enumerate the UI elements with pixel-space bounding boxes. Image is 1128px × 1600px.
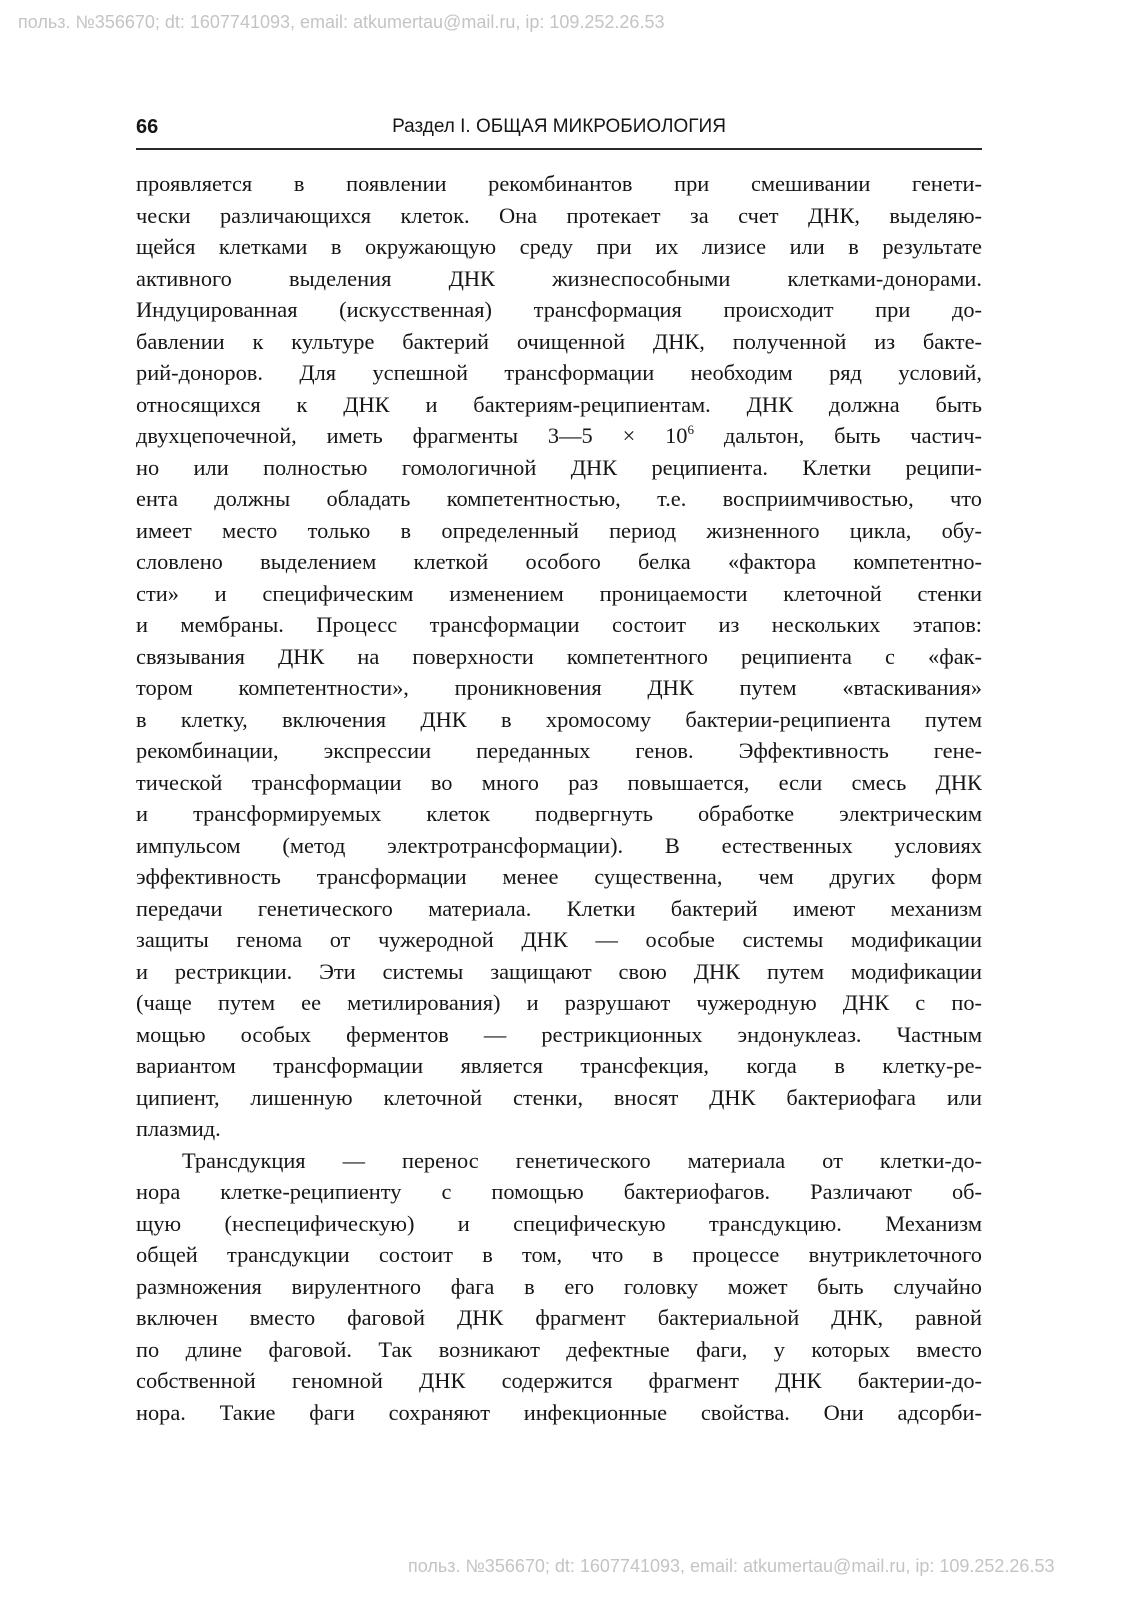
- text-line: вариантом трансформации является трансфекция, когда в клетку-ре-: [136, 1053, 982, 1078]
- text-line: размножения вирулентного фага в его головку может быть случайно: [136, 1273, 982, 1299]
- text-line: нора клетке-реципиенту с помощью бактериофагов. Различают об-: [136, 1179, 982, 1204]
- text-line: щую (неспецифическую) и специфическую трансдукцию. Механизм: [136, 1210, 982, 1236]
- text-line: словлено выделением клеткой особого белка «фактора компетентно-: [136, 549, 982, 574]
- text-line: проявляется в появлении рекомбинантов при смешивании генети-: [136, 171, 982, 196]
- text-line: в клетку, включения ДНК в хромосому бактерии-реципиента путем: [136, 706, 982, 732]
- text-line: ента должны обладать компетентностью, т.е. восприимчивостью, что: [136, 486, 982, 511]
- text-line: рий-доноров. Для успешной трансформации необходим ряд условий,: [136, 360, 982, 385]
- text-line: тором компетентности», проникновения ДНК путем «втаскивания»: [136, 675, 982, 700]
- text-line: и мембраны. Процесс трансформации состоит из нескольких этапов:: [136, 612, 982, 637]
- page-header: [136, 110, 982, 150]
- text-line: общей трансдукции состоит в том, что в процессе внутриклеточного: [136, 1242, 982, 1267]
- running-head: Раздел I. ОБЩАЯ МИКРОБИОЛОГИЯ: [392, 116, 726, 137]
- text-line: щейся клетками в окружающую среду при их лизисе или в результате: [136, 234, 982, 259]
- text-line: передачи генетического материала. Клетки бактерий имеют механизм: [136, 895, 982, 921]
- text-line: мощью особых ферментов — рестрикционных эндонуклеаз. Частным: [136, 1021, 982, 1047]
- text-line: сти» и специфическим изменением проницаемости клеточной стенки: [136, 580, 982, 606]
- text-line: плазмид.: [136, 1116, 221, 1141]
- text-line: импульсом (метод электротрансформации). В естественных условиях: [136, 832, 982, 858]
- text-line: но или полностью гомологичной ДНК реципиента. Клетки реципи-: [136, 454, 982, 480]
- text-line: ципиент, лишенную клеточной стенки, вносят ДНК бактериофага или: [136, 1084, 982, 1110]
- text-segment: двухцепочечной, иметь фрагменты 3—5 × 10: [136, 423, 688, 448]
- text-line: бавлении к культуре бактерий очищенной ДНК, полученной из бакте-: [136, 328, 982, 354]
- text-line: защиты генома от чужеродной ДНК — особые системы модификации: [136, 927, 982, 952]
- text-line: собственной геномной ДНК содержится фрагмент ДНК бактерии-до-: [136, 1368, 982, 1393]
- text-line: относящихся к ДНК и бактериям-реципиентам. ДНК должна быть: [136, 391, 982, 417]
- text-line: связывания ДНК на поверхности компетентного реципиента с «фак-: [136, 643, 982, 669]
- text-line: тической трансформации во много раз повышается, если смесь ДНК: [136, 769, 982, 795]
- body-text: [136, 168, 982, 1428]
- text-line: по длине фаговой. Так возникают дефектные фаги, у которых вместо: [136, 1336, 982, 1362]
- text-line: рекомбинации, экспрессии переданных генов. Эффективность гене-: [136, 738, 982, 763]
- text-line: и трансформируемых клеток подвергнуть обработке электрическим: [136, 801, 982, 826]
- text-line: и рестрикции. Эти системы защищают свою ДНК путем модификации: [136, 958, 982, 984]
- text-line: включен вместо фаговой ДНК фрагмент бактериальной ДНК, равной: [136, 1305, 982, 1330]
- text-line: нора. Такие фаги сохраняют инфекционные свойства. Они адсорби-: [136, 1399, 982, 1425]
- text-line: чески различающихся клеток. Она протекает за счет ДНК, выделяю-: [136, 202, 982, 228]
- watermark-top: польз. №356670; dt: 1607741093, email: atkumertau@mail.ru, ip: 109.252.26.53: [18, 12, 665, 32]
- text-line: Индуцированная (искусственная) трансформация происходит при до-: [136, 297, 982, 322]
- text-line: эффективность трансформации менее существенна, чем других форм: [136, 864, 982, 889]
- text-line: имеет место только в определенный период жизненного цикла, обу-: [136, 517, 982, 543]
- text-line: (чаще путем ее метилирования) и разрушают чужеродную ДНК с по-: [136, 990, 982, 1015]
- text-line: активного выделения ДНК жизнеспособными клетками-донорами.: [136, 265, 982, 291]
- text-line: Трансдукция — перенос генетического материала от клетки-до-: [182, 1147, 982, 1173]
- text-line-with-exponent: [136, 420, 982, 452]
- page-number: 66: [136, 116, 159, 138]
- exponent: 6: [687, 422, 694, 437]
- text-segment: дальтон, быть частич-: [694, 423, 983, 448]
- watermark-bottom: польз. №356670; dt: 1607741093, email: atkumertau@mail.ru, ip: 109.252.26.53: [408, 1556, 1055, 1576]
